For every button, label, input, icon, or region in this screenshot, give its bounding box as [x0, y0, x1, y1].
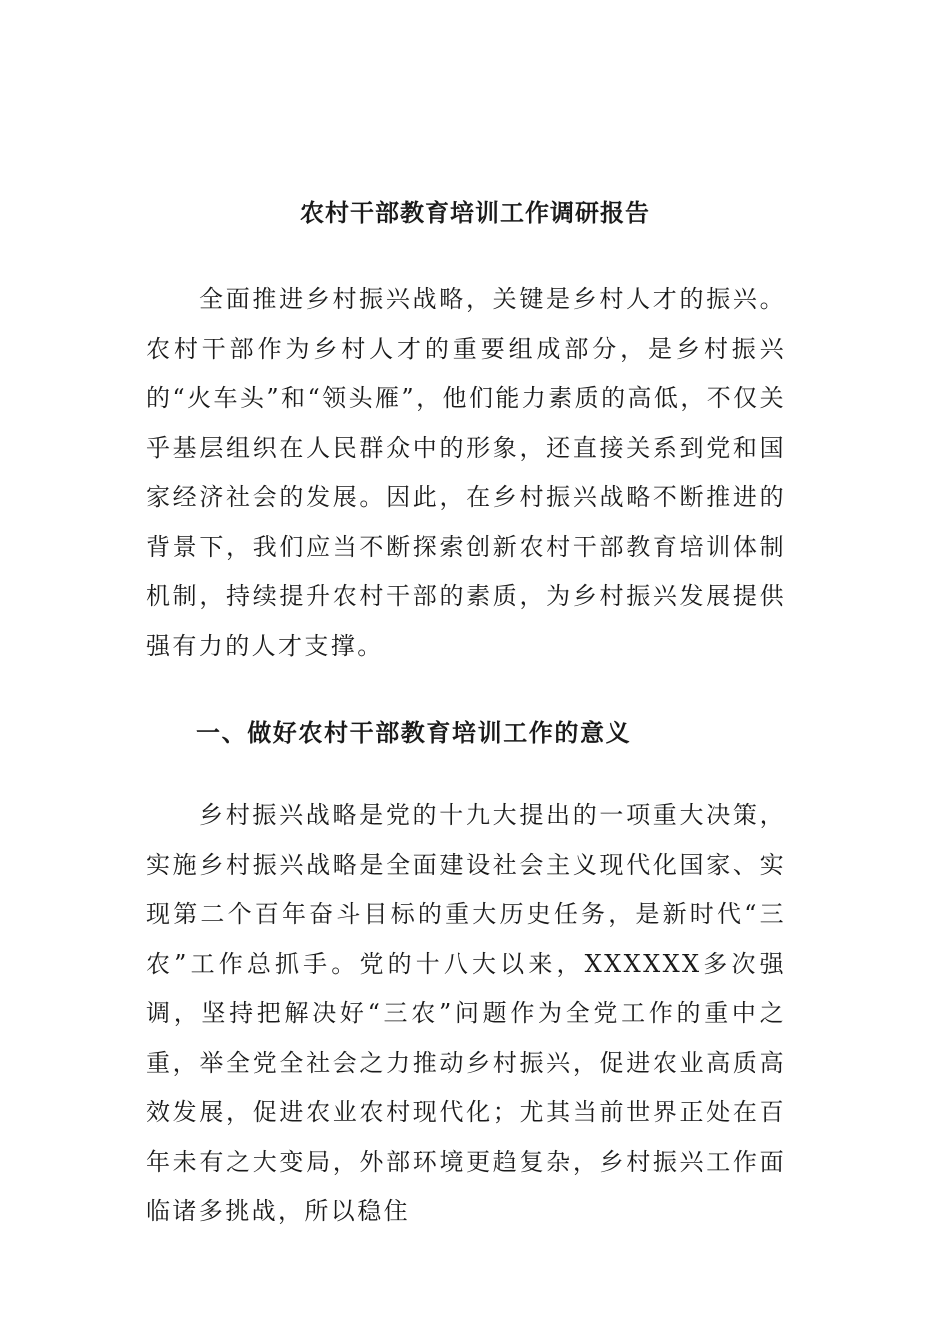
intro-paragraph: 全面推进乡村振兴战略，关键是乡村人才的振兴。农村干部作为乡村人才的重要组成部分，是乡村振兴的“火车头”和“领头雁”，他们能力素质的高低，不仅关乎基层组织在人民群众中的形象，还直接关系到党和国家经济社会的发展。因此，在乡村振兴战略不断推进的背景下，我们应当不断探索创新农村干部教育培训体制机制，持续提升农村干部的素质，为乡村振兴发展提供强有力的人才支撑。 — [146, 285, 786, 660]
section-1-paragraph: 乡村振兴战略是党的十九大提出的一项重大决策，实施乡村振兴战略是全面建设社会主义现代化国家、实现第二个百年奋斗目标的重大历史任务，是新时代“三农”工作总抓手。党的十八大以来，XXXXXX多次强调，坚持把解决好“三农”问题作为全党工作的重中之重，举全党全社会之力推动乡村振兴，促进农业高质高效发展，促进农业农村现代化；尤其当前世界正处在百年未有之大变局，外部环境更趋复杂，乡村振兴工作面临诸多挑战，所以稳住 — [146, 801, 786, 1225]
section-heading-1: 一、做好农村干部教育培训工作的意义 — [196, 718, 632, 747]
document-title: 农村干部教育培训工作调研报告 — [300, 198, 650, 227]
